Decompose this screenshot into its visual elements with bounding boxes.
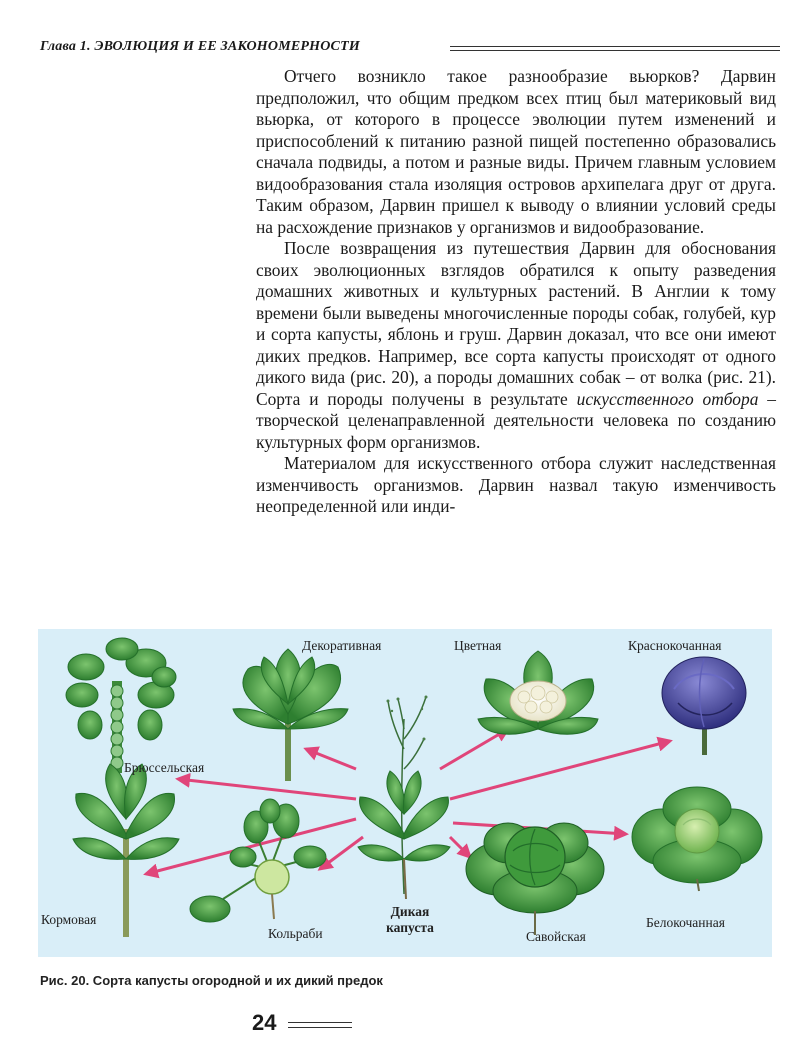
label-wild-cabbage	[380, 904, 440, 936]
label-red-cabbage: Краснокочанная	[628, 638, 722, 653]
page-number-rule-top	[288, 1022, 352, 1023]
paragraph-2-start: После возвращения из путешествия Дарвин для обоснования своих эволюционных взглядов обратился к опыту разведения домашних животных и культурных растений. В Англии к тому времени были выведены многочисленные породы собак, голубей, кур и сорта капусты, яблонь и груш. Дарвин доказал, что все они имеют диких предков. Например, все сорта капусты происходят от одного дикого вида (рис. 20), а породы домашних собак – от волка (рис. 21). Сорта и породы получены в результате	[256, 238, 776, 409]
label-wild-line2: капуста	[386, 920, 434, 935]
body-text	[256, 66, 776, 518]
label-fodder: Кормовая	[41, 912, 97, 927]
term-artificial-selection: искусственного отбора	[576, 388, 759, 409]
cauliflower-plant	[478, 651, 598, 734]
page-number-rule-bottom	[288, 1027, 352, 1028]
figure-caption: Рис. 20. Сорта капусты огородной и их дикий предок	[40, 973, 383, 988]
savoy-cabbage-plant	[466, 823, 604, 935]
kohlrabi-plant	[190, 799, 326, 922]
label-kohlrabi: Кольраби	[268, 926, 323, 941]
red-cabbage-plant	[662, 657, 746, 755]
label-decorative: Декоративная	[302, 638, 382, 653]
label-brussels: Брюссельская	[124, 760, 205, 775]
page-number: 24	[252, 1010, 277, 1035]
paragraph-2-end: – творческой целенаправленной деятельности человека по созданию культурных форм организмов.	[256, 388, 777, 452]
label-white-cabbage: Белокочанная	[646, 915, 725, 930]
chapter-title: Глава 1. ЭВОЛЮЦИЯ И ЕЕ ЗАКОНОМЕРНОСТИ	[40, 39, 360, 54]
header-rule-top	[450, 46, 780, 47]
label-wild-line1: Дикая	[390, 904, 430, 919]
paragraph-1: Отчего возникло такое разнообразие вьюрков? Дарвин предположил, что общим предком всех птиц был материковый вид вьюрка, от которого в процессе эволюции путем изменений и приспособлений к питанию разной пищей постепенно образовались сначала подвиды, а потом и разные виды. Причем главным условием видообразования стала изоляция островов архипелага друг от друга. Таким образом, Дарвин пришел к выводу о влиянии условий среды на расхождение признаков у организмов и видообразование.	[256, 66, 776, 237]
white-cabbage-plant	[632, 787, 762, 891]
decorative-cabbage-plant	[233, 649, 348, 781]
label-savoy: Савойская	[526, 929, 586, 944]
paragraph-3: Материалом для искусственного отбора служит наследственная изменчивость организмов. Дарвин назвал такую изменчивость неопределенной или инди-	[256, 453, 776, 516]
cabbage-varieties-figure	[38, 629, 772, 957]
wild-cabbage-plant	[358, 696, 450, 900]
paragraph-2	[256, 238, 776, 453]
brussels-sprouts-plant	[66, 638, 176, 773]
header-rule-bottom	[450, 50, 780, 51]
label-color: Цветная	[454, 638, 502, 653]
page-header	[40, 38, 780, 60]
